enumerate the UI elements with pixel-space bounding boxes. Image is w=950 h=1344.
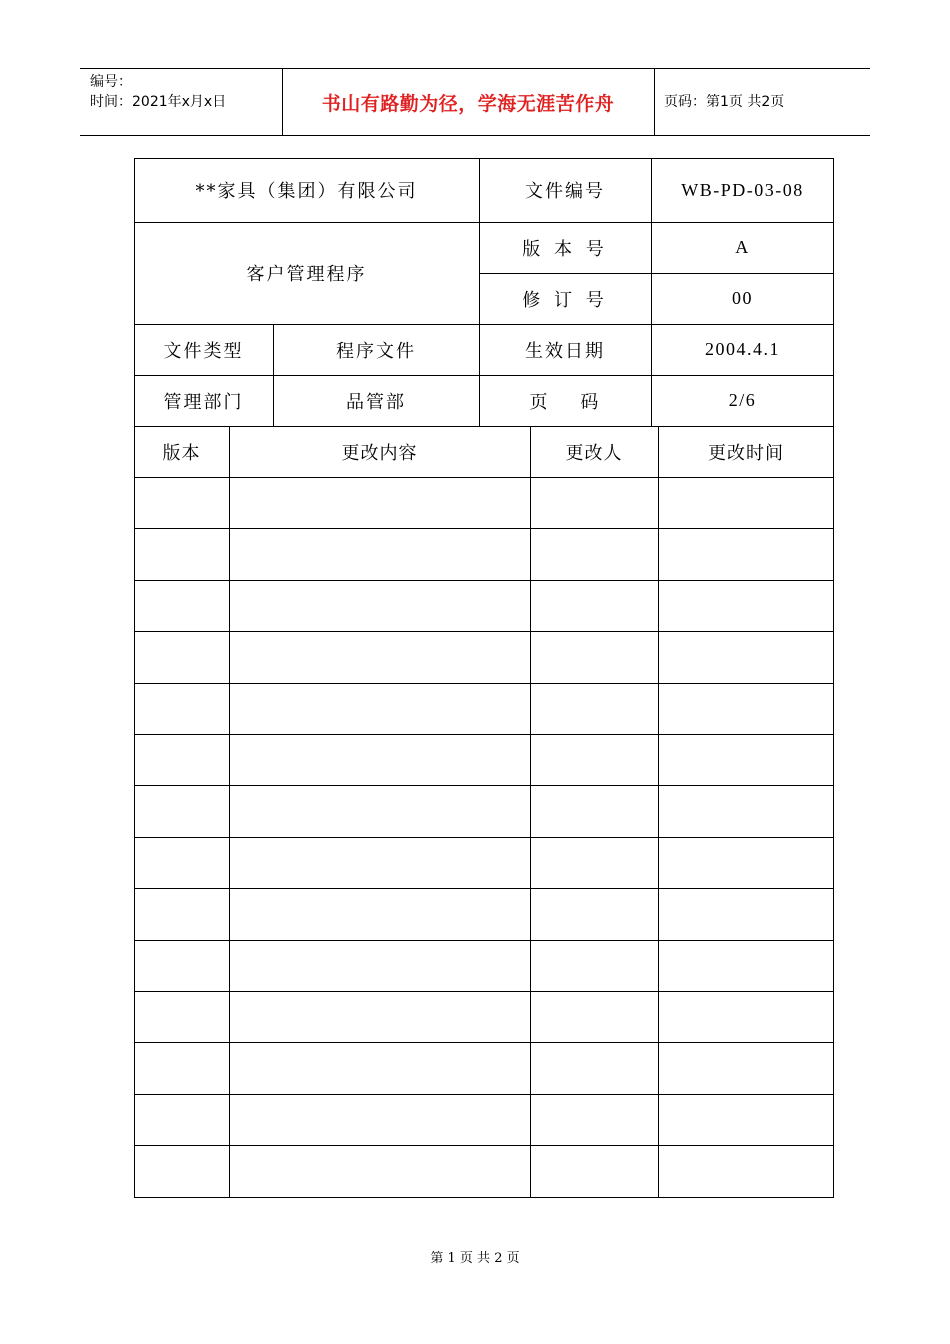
table-cell xyxy=(530,631,658,682)
table-cell xyxy=(229,991,530,1042)
table-cell xyxy=(658,888,834,939)
version-field: 版 本 号 xyxy=(522,238,608,260)
table-cell xyxy=(229,580,530,631)
table-cell xyxy=(658,580,834,631)
table-cell xyxy=(229,477,530,528)
table-cell xyxy=(658,1042,834,1093)
header-divider xyxy=(654,68,655,136)
table-cell xyxy=(229,888,530,939)
table-cell xyxy=(658,940,834,991)
table-cell xyxy=(134,785,229,836)
table-cell xyxy=(134,477,229,528)
table-cell xyxy=(658,991,834,1042)
col-header-changed-by: 更改人 xyxy=(565,442,623,464)
page-header xyxy=(80,68,870,136)
table-cell xyxy=(229,1042,530,1093)
table-cell xyxy=(134,580,229,631)
doc-number-field: 文件编号 xyxy=(525,181,605,202)
table-cell xyxy=(530,888,658,939)
table-cell xyxy=(229,1094,530,1145)
table-cell xyxy=(530,1145,658,1196)
effective-date-field: 生效日期 xyxy=(525,340,605,362)
department-field: 管理部门 xyxy=(163,391,244,413)
col-header-change-content: 更改内容 xyxy=(341,442,418,464)
table-cell xyxy=(658,528,834,579)
col-header-change-time: 更改时间 xyxy=(708,442,784,464)
table-cell xyxy=(134,1145,229,1196)
table-cell xyxy=(530,991,658,1042)
table-cell xyxy=(658,683,834,734)
grid-line xyxy=(134,1197,834,1198)
table-cell xyxy=(229,785,530,836)
table-cell xyxy=(658,477,834,528)
table-cell xyxy=(658,631,834,682)
table-cell xyxy=(530,528,658,579)
table-cell xyxy=(134,940,229,991)
table-cell xyxy=(530,477,658,528)
document-control-form xyxy=(134,158,834,1198)
table-cell xyxy=(134,1042,229,1093)
table-cell xyxy=(229,631,530,682)
header-motto: 书山有路勤为径，学海无涯苦作舟 xyxy=(321,93,615,115)
version-value: A xyxy=(735,237,750,257)
table-cell xyxy=(134,683,229,734)
table-cell xyxy=(658,734,834,785)
table-cell xyxy=(530,1094,658,1145)
table-cell xyxy=(530,1042,658,1093)
table-cell xyxy=(229,837,530,888)
company-name: **家具（集团）有限公司 xyxy=(195,181,418,202)
table-cell xyxy=(530,837,658,888)
effective-date-value: 2004.4.1 xyxy=(705,339,780,359)
page-number-value: 2/6 xyxy=(728,390,757,410)
doc-number-label: 编号： xyxy=(90,74,132,90)
department-value: 品管部 xyxy=(346,391,406,413)
col-header-version: 版本 xyxy=(162,442,201,464)
doc-number-value: WB-PD-03-08 xyxy=(681,179,804,200)
table-cell xyxy=(134,837,229,888)
table-cell xyxy=(229,683,530,734)
page-footer: 第 1 页 共 2 页 xyxy=(430,1251,520,1266)
table-cell xyxy=(134,1094,229,1145)
table-cell xyxy=(134,631,229,682)
time-label: 时间：2021年x月x日 xyxy=(90,94,227,110)
header-page-number: 页码：第1页 共2页 xyxy=(664,94,785,110)
table-cell xyxy=(530,734,658,785)
table-cell xyxy=(134,528,229,579)
table-cell xyxy=(530,940,658,991)
table-cell xyxy=(658,785,834,836)
table-cell xyxy=(134,888,229,939)
table-cell xyxy=(229,940,530,991)
table-cell xyxy=(229,734,530,785)
revision-field: 修 订 号 xyxy=(522,289,608,311)
table-cell xyxy=(658,837,834,888)
table-cell xyxy=(530,580,658,631)
doc-type-value: 程序文件 xyxy=(336,340,416,362)
revision-value: 00 xyxy=(732,288,753,308)
page-number-field: 页 码 xyxy=(529,391,601,413)
table-cell xyxy=(229,528,530,579)
document-title: 客户管理程序 xyxy=(246,264,367,285)
table-cell xyxy=(134,991,229,1042)
table-cell xyxy=(658,1145,834,1196)
header-meta xyxy=(90,72,226,112)
table-cell xyxy=(530,683,658,734)
table-cell xyxy=(658,1094,834,1145)
doc-type-field: 文件类型 xyxy=(163,340,244,362)
table-cell xyxy=(134,734,229,785)
table-cell xyxy=(229,1145,530,1196)
table-cell xyxy=(530,785,658,836)
